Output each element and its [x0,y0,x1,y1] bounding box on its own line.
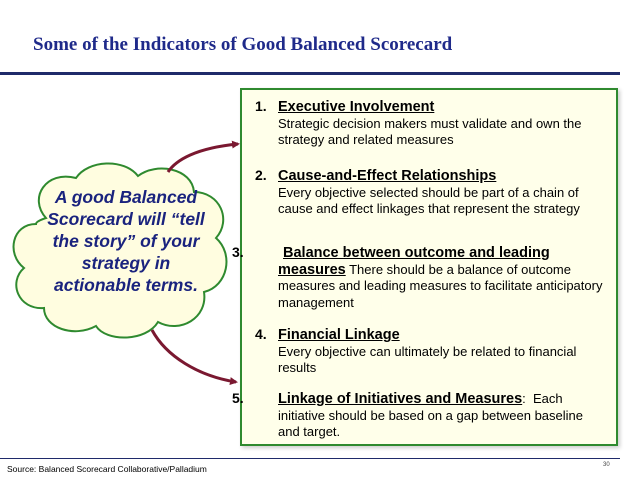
item-number: 3. [232,244,244,260]
indicator-item-3 [232,244,607,311]
item-number: 5. [232,390,244,406]
item-title: Balance between outcome and leading measures [278,245,550,278]
slide-title: Some of the Indicators of Good Balanced Scorecard [33,34,453,55]
title-divider [0,72,620,75]
item-title: Executive Involvement [278,99,435,115]
item-description: Each initiative should be based on a gap between baseline and target. [278,391,584,440]
indicator-item-5: 5. Linkage of Initiatives and Measures: Each initiative should be based on a gap between baseline and target. [232,390,584,440]
indicator-item-4 [255,326,607,377]
page-number: 30 [603,462,610,468]
item-title: Cause-and-Effect Relationships [278,168,497,184]
item-description: Every objective selected should be part of a chain of cause and effect linkages that represent the strategy [278,184,580,217]
item-description: Strategic decision makers must validate and own the strategy and related measures [278,115,582,148]
indicator-item-2 [255,167,607,218]
cloud-text: A good Balanced Scorecard will “tell the story” of your strategy in actionable terms. [47,187,205,295]
item-number: 1. [255,98,267,114]
footer-divider [0,458,620,459]
item-description: Every objective can ultimately be related to financial results [278,343,577,376]
item-description: There should be a balance of outcome measures and leading measures to facilitate anticipatory management [278,261,603,310]
source-note: Source: Balanced Scorecard Collaborative/Palladium [7,464,207,474]
indicator-item-1 [255,98,605,149]
item-title: Linkage of Initiatives and Measures [278,391,523,407]
item-title: Financial Linkage [278,327,400,343]
item-number: 2. [255,167,267,183]
item-number: 4. [255,326,267,342]
